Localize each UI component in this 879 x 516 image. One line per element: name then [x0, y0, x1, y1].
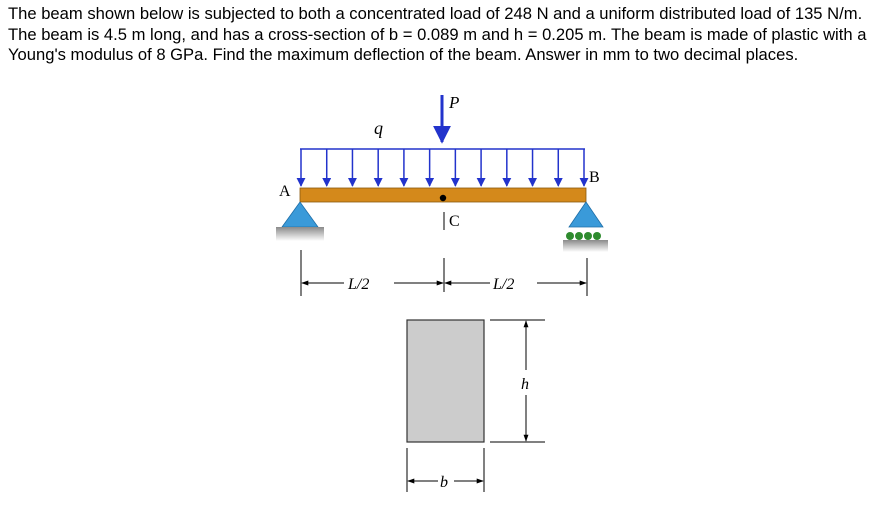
roller-support-b — [563, 202, 608, 252]
load-q-label: q — [374, 118, 383, 138]
span-right-label: L/2 — [493, 276, 515, 293]
roller-wheel — [593, 232, 601, 240]
width-label: b — [440, 474, 448, 491]
support-b-label: B — [589, 169, 600, 186]
problem-statement: The beam shown below is subjected to both a concentrated load of 248 N and a uniform distributed load of 135 N/m. The beam is 4.5 m long, and has a cross-section of b = 0.089 m and h = 0.205 m. The beam is made of plastic with a Young's modulus of 8 GPa. Find the maximum deflection of the beam. Answer in mm to two decimal places. — [8, 4, 867, 64]
midpoint-dot — [440, 195, 446, 201]
distributed-load-arrows — [301, 149, 584, 186]
support-a-label: A — [279, 183, 291, 200]
span-left-label: L/2 — [348, 276, 370, 293]
roller-wheel — [575, 232, 583, 240]
distributed-load — [300, 149, 585, 186]
midpoint-c-label: C — [449, 213, 460, 230]
pin-support-a — [276, 202, 324, 241]
cross-section — [407, 320, 484, 442]
height-label: h — [521, 376, 529, 393]
height-dimension — [490, 320, 545, 442]
roller-wheel — [566, 232, 574, 240]
span-dimension — [301, 250, 587, 296]
roller-wheel — [584, 232, 592, 240]
load-p-label: P — [449, 93, 460, 112]
